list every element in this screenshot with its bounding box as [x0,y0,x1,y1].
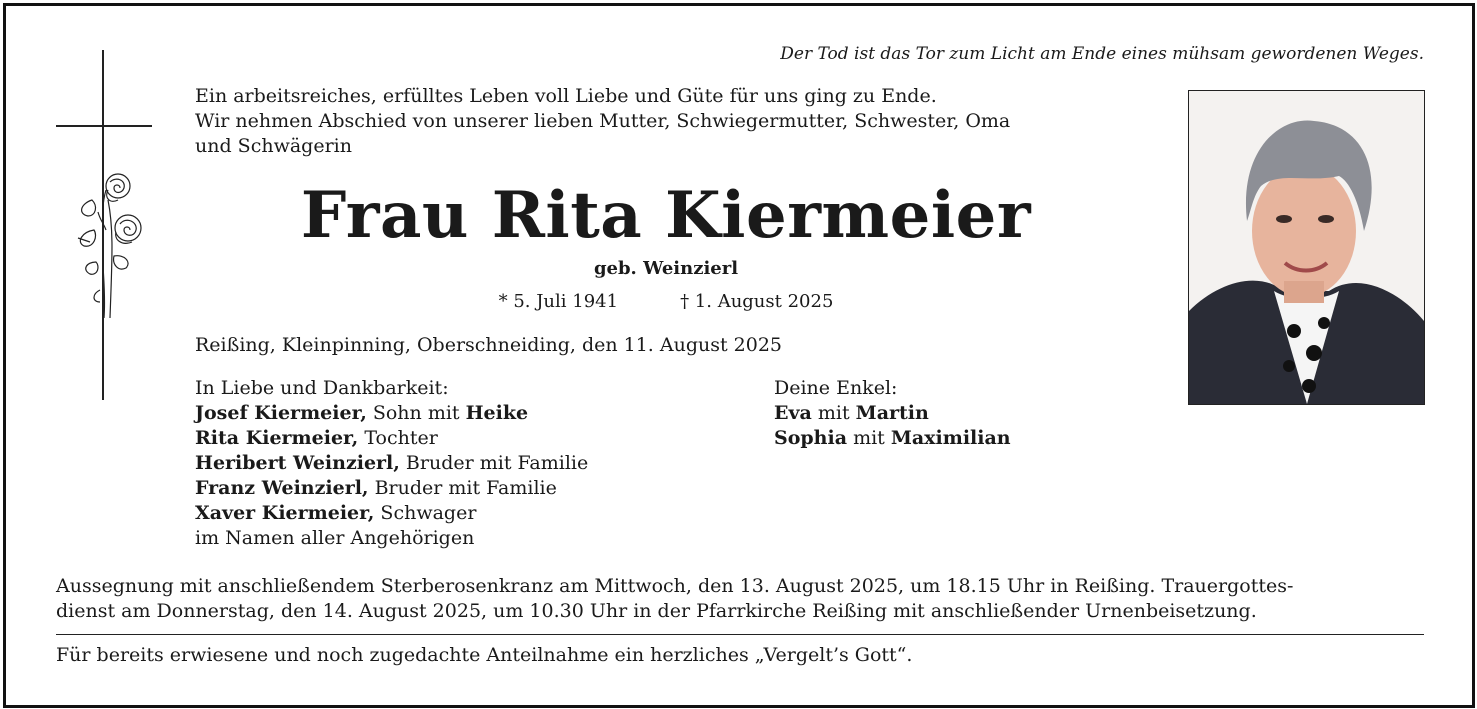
mourners-footer: im Namen aller Angehörigen [195,527,475,549]
portrait-illustration [1189,91,1424,404]
intro-text [195,84,1010,159]
grandchild-mit: mit [811,402,856,424]
mourner-name: Franz Weinzierl, [195,477,369,499]
grandchildren-heading: Deine Enkel: [774,377,898,399]
mourner-role: Schwager [374,502,477,524]
mourner-role: Sohn mit [366,402,466,424]
divider [56,634,1424,635]
grandchildren-list [774,376,1011,451]
grandchild-row [774,426,1011,451]
mourner-name: Josef Kiermeier, [195,402,367,424]
mourner-role: Bruder mit Familie [368,477,557,499]
cross-bar [56,125,152,127]
grandchild-mit: mit [847,427,891,449]
mourner-row [195,451,588,476]
motto: Der Tod ist das Tor zum Licht am Ende eines mühsam gewordenen Weges. [780,44,1424,64]
obituary-notice [3,3,1475,708]
place-and-date: Reißing, Kleinpinning, Oberschneiding, den 11. August 2025 [195,334,783,356]
deceased-name: Frau Rita Kiermeier [300,178,1032,253]
thanks-text: Für bereits erwiesene und noch zugedachte Anteilnahme ein herzliches „Vergelt’s Gott“. [56,644,913,666]
mourner-role: Bruder mit Familie [399,452,589,474]
intro-line: Ein arbeitsreiches, erfülltes Leben voll Liebe und Güte für uns ging zu Ende. [195,85,937,107]
intro-line: und Schwägerin [195,135,352,157]
funeral-line: Aussegnung mit anschließendem Sterberosenkranz am Mittwoch, den 13. August 2025, um 18.15 Uhr in Reißing. Trauergottes- [56,575,1294,597]
funeral-details [56,574,1424,624]
mourner-role: Tochter [358,427,438,449]
grandchild-partner: Maximilian [890,427,1011,449]
mourners-list [195,376,588,551]
mourner-row [195,501,588,526]
rose-icon [70,170,148,320]
mourner-name: Heribert Weinzierl, [195,452,400,474]
mourner-name: Xaver Kiermeier, [195,502,375,524]
maiden-name: geb. Weinzierl [593,258,739,279]
intro-line: Wir nehmen Abschied von unserer lieben Mutter, Schwiegermutter, Schwester, Oma [195,110,1011,132]
funeral-line: dienst am Donnerstag, den 14. August 2025, um 10.30 Uhr in der Pfarrkirche Reißing mit anschließender Urnenbeisetzung. [56,600,1257,622]
death-date: † 1. August 2025 [680,291,834,312]
birth-date: * 5. Juli 1941 [498,291,619,312]
mourners-heading: In Liebe und Dankbarkeit: [195,377,449,399]
mourner-partner: Heike [465,402,529,424]
life-dates [186,291,1146,312]
grandchild-name: Sophia [774,427,848,449]
grandchild-partner: Martin [855,402,929,424]
portrait-photo [1188,90,1425,405]
mourner-row [195,401,588,426]
mourner-row [195,476,588,501]
grandchild-row [774,401,1011,426]
mourner-row [195,426,588,451]
mourner-name: Rita Kiermeier, [195,427,359,449]
grandchild-name: Eva [774,402,812,424]
